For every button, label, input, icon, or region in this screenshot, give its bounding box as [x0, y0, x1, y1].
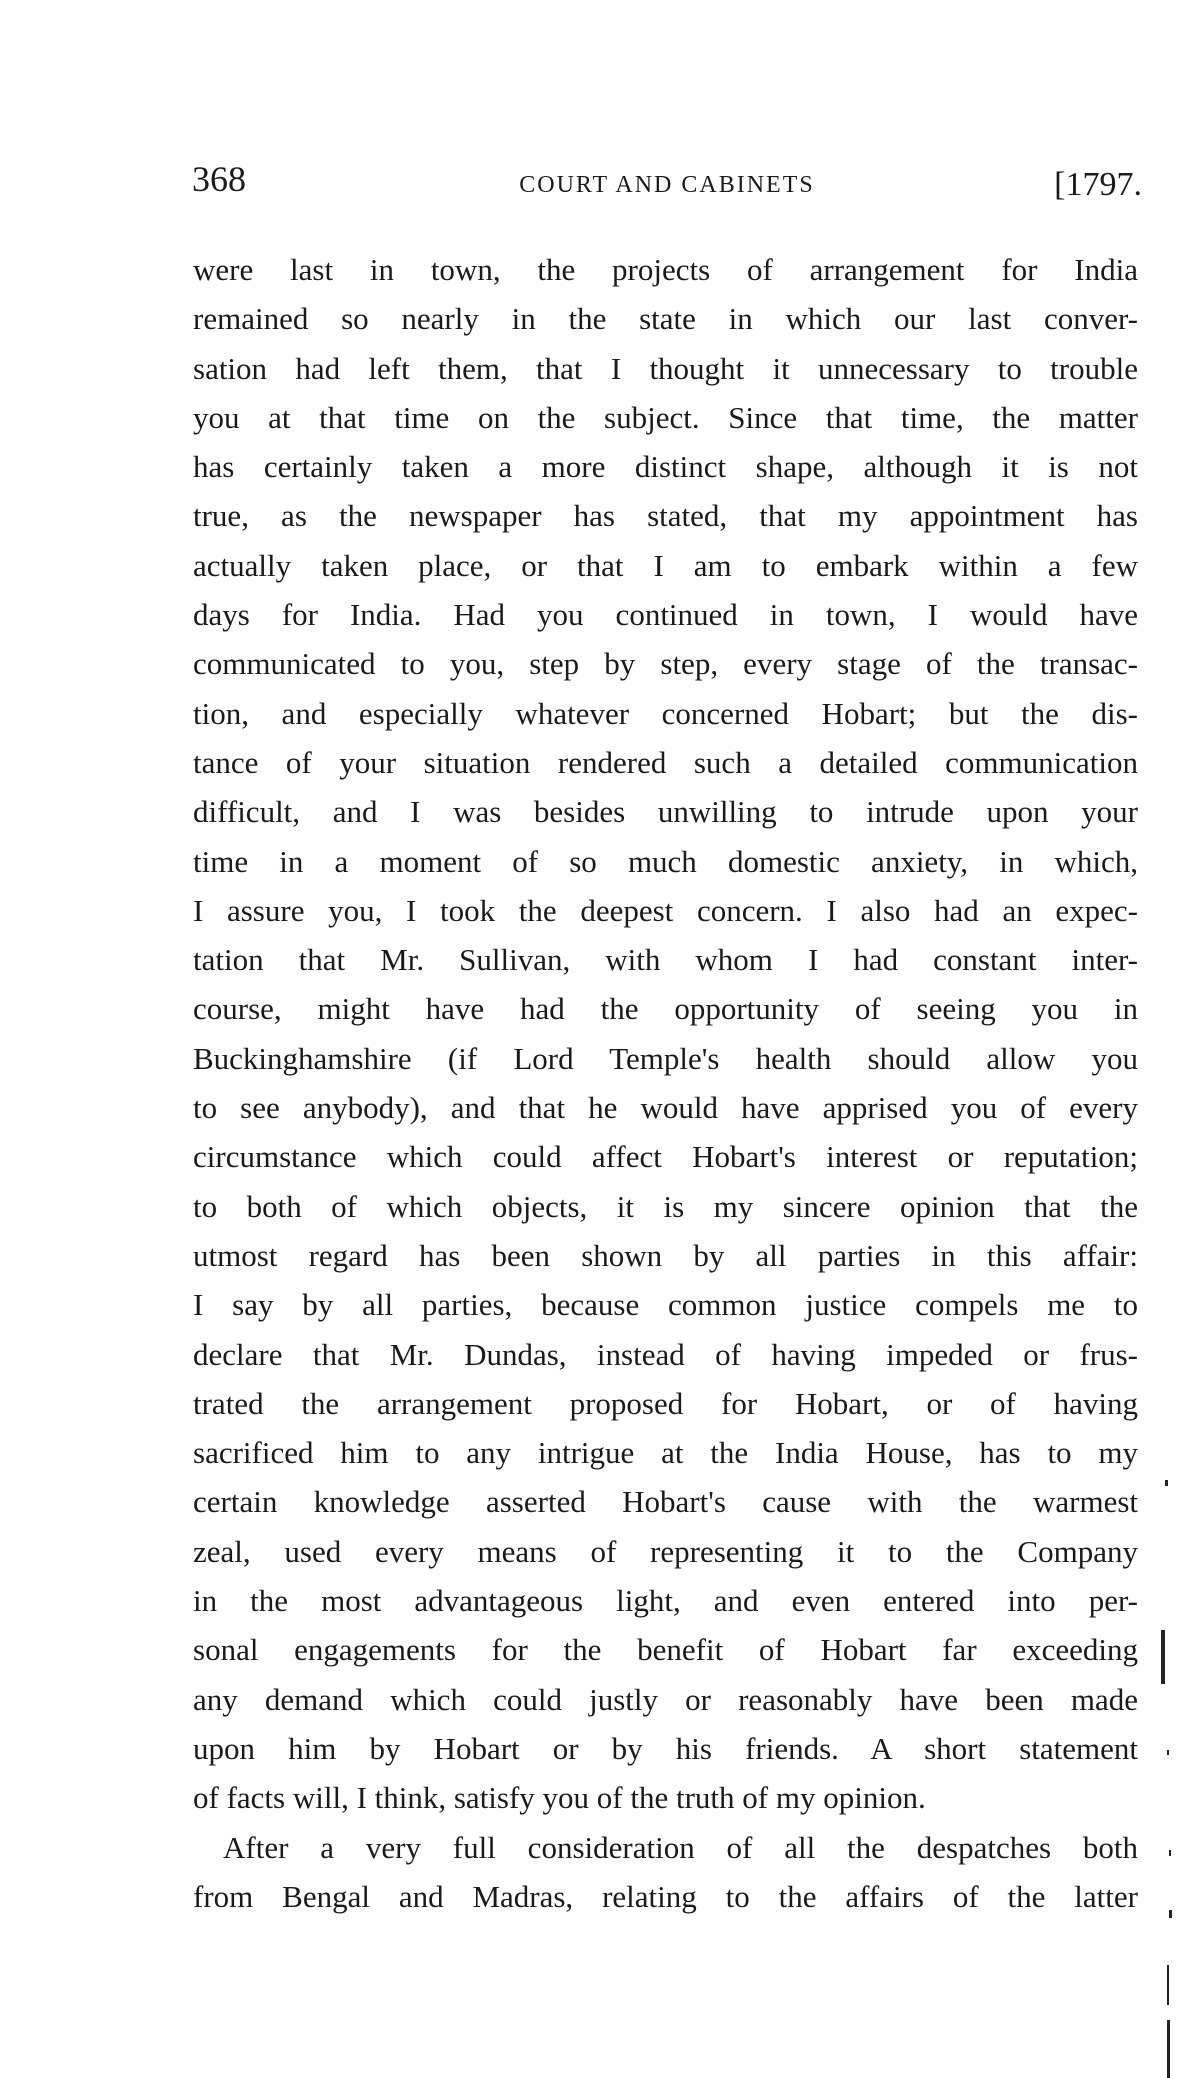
- text-line: to see anybody), and that he would have apprised you of every: [193, 1090, 1138, 1126]
- text-line: zeal, used every means of representing it to the Company: [193, 1533, 1138, 1569]
- text-line: After a very full consideration of all the despatches both: [223, 1829, 1138, 1865]
- page-number: 368: [192, 159, 246, 199]
- text-line: circumstance which could affect Hobart's interest or reputation;: [193, 1139, 1138, 1175]
- text-line: sacrificed him to any intrigue at the India House, has to my: [193, 1435, 1138, 1471]
- text-line: declare that Mr. Dundas, instead of having impeded or frus-: [193, 1336, 1138, 1372]
- body-text: [193, 245, 1138, 1921]
- text-line: to both of which objects, it is my sincere opinion that the: [193, 1188, 1138, 1224]
- scan-mark: [1169, 1850, 1171, 1856]
- text-line: days for India. Had you continued in town, I would have: [193, 597, 1138, 633]
- text-line: of facts will, I think, satisfy you of the truth of my opinion.: [193, 1780, 926, 1816]
- paragraph-2: [193, 1823, 1138, 1922]
- page-header: [192, 158, 1142, 208]
- running-title: COURT AND CABINETS: [519, 172, 815, 198]
- text-line: were last in town, the projects of arrangement for India: [193, 252, 1138, 287]
- year-mark: [1797.: [1054, 166, 1142, 203]
- text-line: trated the arrangement proposed for Hobart, or of having: [193, 1385, 1138, 1421]
- text-line: tation that Mr. Sullivan, with whom I had constant inter-: [193, 942, 1138, 978]
- text-line: any demand which could justly or reasonably have been made: [193, 1681, 1138, 1717]
- text-line: tion, and especially whatever concerned Hobart; but the dis-: [193, 695, 1138, 731]
- text-line: remained so nearly in the state in which our last conver-: [193, 301, 1138, 337]
- text-line: communicated to you, step by step, every stage of the transac-: [193, 646, 1138, 682]
- text-line: in the most advantageous light, and even entered into per-: [193, 1583, 1138, 1619]
- text-line: I assure you, I took the deepest concern. I also had an expec-: [193, 892, 1138, 928]
- text-line: tance of your situation rendered such a detailed communication: [193, 744, 1138, 780]
- scan-mark: [1167, 1750, 1169, 1755]
- scan-mark: [1167, 2020, 1170, 2078]
- text-line: I say by all parties, because common justice compels me to: [193, 1287, 1138, 1323]
- text-line: has certainly taken a more distinct shape, although it is not: [193, 449, 1138, 485]
- text-line: sation had left them, that I thought it unnecessary to trouble: [193, 350, 1138, 386]
- text-line: utmost regard has been shown by all parties in this affair:: [193, 1237, 1138, 1273]
- scan-mark: [1161, 1630, 1165, 1684]
- paragraph-1: [193, 245, 1138, 1823]
- scan-edge-marks: [1157, 1480, 1181, 2078]
- text-line: actually taken place, or that I am to embark within a few: [193, 547, 1138, 583]
- scan-mark: [1169, 1910, 1172, 1918]
- text-line: course, might have had the opportunity of seeing you in: [193, 991, 1138, 1027]
- scan-mark: [1167, 1965, 1169, 2005]
- text-line: certain knowledge asserted Hobart's cause with the warmest: [193, 1484, 1138, 1520]
- text-line: upon him by Hobart or by his friends. A short statement: [193, 1730, 1138, 1766]
- text-line: you at that time on the subject. Since that time, the matter: [193, 399, 1138, 435]
- text-line: Buckinghamshire (if Lord Temple's health should allow you: [193, 1040, 1138, 1076]
- text-line: time in a moment of so much domestic anxiety, in which,: [193, 843, 1138, 879]
- text-line: from Bengal and Madras, relating to the affairs of the latter: [193, 1878, 1138, 1914]
- text-line: difficult, and I was besides unwilling to intrude upon your: [193, 794, 1138, 830]
- text-line: true, as the newspaper has stated, that my appointment has: [193, 498, 1138, 534]
- text-line: sonal engagements for the benefit of Hobart far exceeding: [193, 1632, 1138, 1668]
- scan-mark: [1165, 1480, 1168, 1486]
